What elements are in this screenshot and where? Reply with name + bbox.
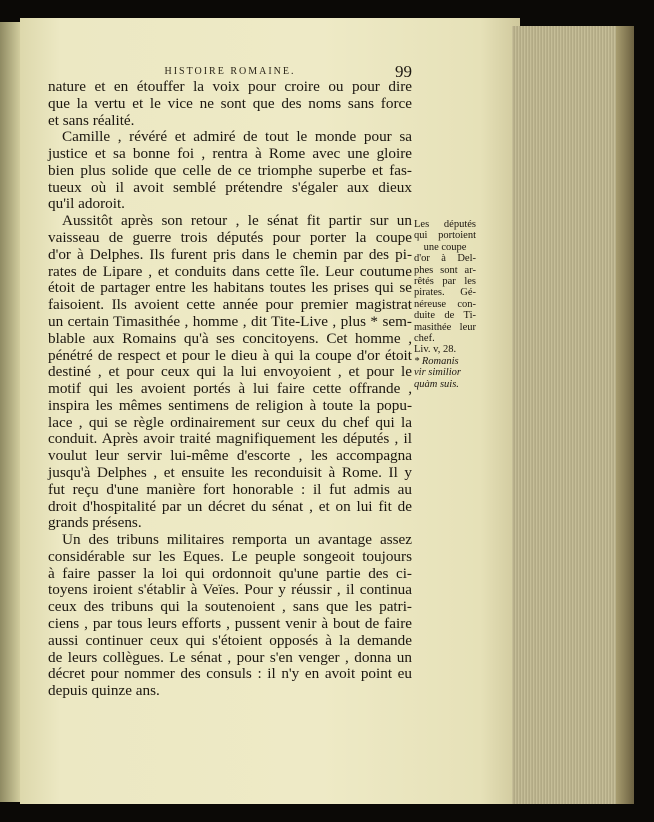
text-line: Aussitôt après son retour , le sénat fit partir sur un: [62, 212, 412, 230]
text-line: pénétré de respect et pour le dieu à qui la coupe d'or étoit: [48, 346, 412, 364]
margin-note-line: rêtés par les: [414, 276, 476, 288]
left-page-edge: [0, 22, 22, 802]
text-line: jusqu'à Delphes , et ensuite les reconduisit à Rome. Il y: [48, 463, 412, 481]
margin-note-line: quàm suis.: [414, 378, 459, 390]
margin-note-line: masithée leur: [414, 321, 476, 333]
body-text: [48, 79, 412, 700]
margin-note-line: * Romanis: [414, 355, 459, 367]
text-line: toyens iroient s'établir à Veïes. Pour y réussir , il continua: [48, 581, 412, 599]
margin-note-line: duite de Ti-: [414, 310, 476, 322]
text-line: qu'il adoroit.: [48, 195, 125, 213]
text-line: que la vertu et le vice ne sont que des noms sans force: [48, 94, 412, 112]
text-line: tueux où il avoit semblé prétendre s'égaler aux dieux: [48, 178, 412, 196]
margin-note-line: Liv. v, 28.: [414, 344, 457, 356]
text-line: nature et en étouffer la voix pour croire ou pour dire: [48, 78, 412, 95]
text-line: grands présens.: [48, 514, 142, 532]
margin-note-line: pirates. Gé-: [414, 287, 476, 299]
page-edges: [512, 26, 634, 804]
text-line: depuis quinze ans.: [48, 682, 160, 700]
text-line: décret pour nommer des consuls : il n'y en avoit point eu: [48, 665, 412, 683]
text-line: considérable sur les Eques. Le peuple songeoit toujours: [48, 547, 412, 565]
text-line: de leurs collègues. Le sénat , pour s'en venger , donna un: [48, 648, 412, 666]
margin-note-line: qui portoient: [414, 230, 476, 242]
margin-note-line: néreuse con-: [414, 298, 476, 310]
margin-note: [414, 219, 476, 390]
text-line: ceux des tribuns qui la soutenoient , sans que les patri-: [48, 598, 412, 616]
text-line: destiné , et pour ceux qui la lui envoyoient , et pour le: [48, 363, 412, 381]
text-line: et sans réalité.: [48, 111, 135, 129]
text-line: aussi continuer ceux qui s'étoient opposés à la demande: [48, 631, 412, 649]
margin-note-line: phes sont ar-: [414, 264, 476, 276]
margin-note-line: Les députés: [414, 219, 476, 230]
text-line: fut reçu d'une manière fort honorable : il fut admis au: [48, 480, 412, 498]
margin-note-line: vir similior: [414, 367, 461, 379]
text-line: blable aux Romains qu'à ses concitoyens. Cet homme ,: [48, 329, 412, 347]
margin-note-line: chef.: [414, 333, 435, 345]
text-line: vaisseau de guerre trois députés pour porter la coupe: [48, 229, 412, 247]
text-line: motif qui les avoient portés à lui faire cette offrande ,: [48, 380, 412, 398]
text-line: d'or à Delphes. Ils furent pris dans le chemin par des pi-: [48, 245, 412, 263]
text-line: étoit de partager entre les habitans toutes les prises qui se: [48, 279, 412, 297]
text-line: un certain Timasithée , homme , dit Tite-Live , plus * sem-: [48, 312, 412, 330]
running-title: HISTOIRE ROMAINE.: [164, 66, 296, 77]
text-line: Camille , révéré et admiré de tout le monde pour sa: [62, 128, 412, 146]
text-line: lace , qui se règle ordinairement sur ceux du chef qui la: [48, 413, 412, 431]
text-line: justice et sa bonne foi , rentra à Rome avec une gloire: [48, 145, 412, 163]
text-line: à faire passer la loi qui ordonnoit qu'une partie des ci-: [48, 564, 412, 582]
text-line: conduit. Après avoir traité magnifiquement les députés , il: [48, 430, 412, 448]
text-line: voulut leur servir lui-même d'escorte , les accompagna: [48, 447, 412, 465]
text-line: bien plus solide que celle de ce triomphe superbe et fas-: [48, 161, 412, 179]
text-line: faisoient. Ils avoient cette année pour premier magistrat: [48, 296, 412, 314]
text-line: rates de Lipare , et conduits dans cette île. Leur coutume: [48, 262, 412, 280]
margin-note-line: une coupe: [423, 241, 467, 253]
margin-note-line: d'or à Del-: [414, 253, 476, 265]
text-line: ciens , par tous leurs efforts , pussent venir à bout de faire: [48, 615, 412, 632]
page-number: 99: [395, 62, 412, 81]
text-line: Un des tribuns militaires remporta un avantage assez: [62, 531, 412, 549]
text-line: inspira les mêmes sentimens de religion à toute la popu-: [48, 396, 412, 414]
text-line: droit d'hospitalité par un décret du sénat , et on lui fit de: [48, 497, 412, 515]
